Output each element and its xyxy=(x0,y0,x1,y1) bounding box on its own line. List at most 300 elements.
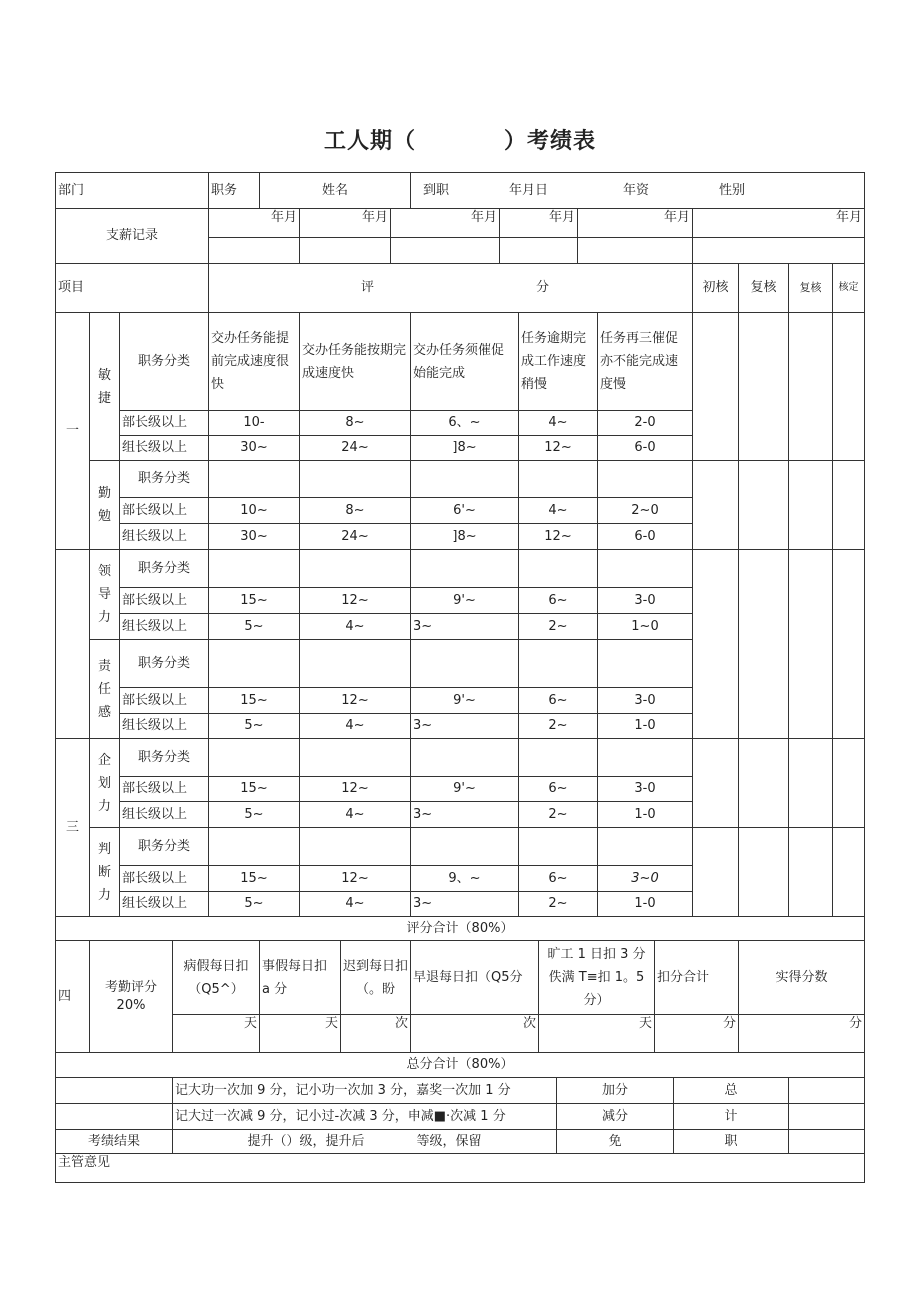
cell-text: 24~ xyxy=(341,440,369,455)
review-cell xyxy=(832,460,865,550)
category-responsibility xyxy=(89,639,120,739)
score-cell xyxy=(518,865,598,892)
score-cell xyxy=(410,801,519,828)
cell-text: 4~ xyxy=(345,618,365,634)
level-cell xyxy=(299,460,411,498)
attendance-cell xyxy=(410,940,539,1015)
row-label-minister xyxy=(119,587,209,614)
cell-text: 任务再三催促亦不能完成速度慢 xyxy=(600,331,679,392)
cell-text: 企划力 xyxy=(97,752,111,814)
page-title: 工人期（ ）考绩表 xyxy=(323,129,597,154)
score-cell xyxy=(208,410,300,436)
attendance-cell xyxy=(538,940,655,1015)
cell-text: 1-0 xyxy=(634,718,656,733)
header-field: 年月日 xyxy=(509,182,549,198)
cell-text: 2~ xyxy=(548,806,568,822)
row-label-team xyxy=(119,891,209,917)
cell-text: 10~ xyxy=(240,502,268,518)
salary-value xyxy=(299,237,391,264)
cell-text: 姓名 xyxy=(321,182,348,198)
total-char xyxy=(673,1103,789,1130)
attendance-cell xyxy=(654,940,739,1015)
salary-ym xyxy=(499,208,578,238)
score-cell xyxy=(299,776,411,802)
row-label-minister xyxy=(119,865,209,892)
cell-text: 5~ xyxy=(244,718,264,733)
cell-text: 6-0 xyxy=(634,528,656,544)
row-label-team xyxy=(119,801,209,828)
score-cell xyxy=(410,410,519,436)
score-cell xyxy=(208,801,300,828)
level-cell xyxy=(597,312,693,411)
cell-text: 职务分类 xyxy=(137,749,190,765)
cell-text: 6-0 xyxy=(634,440,656,455)
row-label-minister xyxy=(119,687,209,714)
level-cell xyxy=(518,738,598,777)
level-cell xyxy=(299,549,411,588)
post-class-label xyxy=(119,549,209,588)
cell-text: 6~ xyxy=(548,781,568,796)
section-1 xyxy=(55,312,90,550)
row-label-team xyxy=(119,523,209,550)
score-cell xyxy=(410,587,519,614)
score-cell xyxy=(518,891,598,917)
score-cell xyxy=(208,587,300,614)
add-score-label xyxy=(556,1077,674,1104)
score-cell xyxy=(597,687,693,714)
score-cell xyxy=(299,713,411,739)
cell-text: 9'~ xyxy=(453,592,476,608)
score-cell xyxy=(410,891,519,917)
score-cell xyxy=(518,776,598,802)
score-cell xyxy=(208,613,300,640)
section-3 xyxy=(55,738,90,917)
cell-text: 职务 xyxy=(211,182,238,198)
cell-text: 6~ xyxy=(548,592,568,608)
cell-text: 组长级以上 xyxy=(122,528,188,544)
cell-text: 9、~ xyxy=(448,870,481,886)
cell-text: 部长级以上 xyxy=(122,781,188,796)
cell-text: 2-0 xyxy=(634,415,656,430)
cell-text: 迟到每日扣（。盼 xyxy=(343,958,409,997)
score-cell xyxy=(597,713,693,739)
cell-text: 复核 xyxy=(799,281,822,294)
cell-text: 免 xyxy=(608,1133,622,1149)
cell-text: 天 xyxy=(638,1016,652,1031)
cell-text: 9'~ xyxy=(453,692,476,708)
score-cell xyxy=(518,613,598,640)
cell-text: 年月 xyxy=(470,210,497,225)
cell-text: 记大功一次加 9 分，记小功一次加 3 分，嘉奖一次加 1 分 xyxy=(175,1082,511,1098)
cell-text: 支薪记录 xyxy=(105,228,158,243)
level-cell xyxy=(208,827,300,866)
cell-text: 初核 xyxy=(702,280,729,295)
score-cell xyxy=(518,497,598,524)
score-cell xyxy=(597,523,693,550)
cell-text: 减分 xyxy=(601,1108,628,1124)
cell-text: 3-0 xyxy=(634,692,656,708)
cell-text: 组长级以上 xyxy=(122,440,188,455)
level-cell xyxy=(518,460,598,498)
cell-text: 加分 xyxy=(601,1082,628,1098)
review-cell xyxy=(832,312,865,461)
review-cell xyxy=(692,549,739,739)
cell-text: 12~ xyxy=(544,528,572,544)
total-char xyxy=(673,1077,789,1104)
cell-text: 事假每日扣 a 分 xyxy=(262,958,328,997)
row-label-team xyxy=(119,613,209,640)
cell-text: 次 xyxy=(522,1016,536,1031)
subtotal-row xyxy=(55,916,865,941)
cell-text: 职 xyxy=(724,1133,738,1149)
cell-text: 2~ xyxy=(548,718,568,733)
score-cell xyxy=(410,613,519,640)
cell-text: 1-0 xyxy=(634,896,656,911)
cell-text: 5~ xyxy=(244,806,264,822)
cell-text: 3-0 xyxy=(634,592,656,608)
salary-value xyxy=(577,237,693,264)
dismiss-char xyxy=(556,1129,674,1154)
score-cell xyxy=(299,687,411,714)
level-cell xyxy=(518,312,598,411)
cell-text: 年月 xyxy=(270,210,297,225)
salary-ym xyxy=(390,208,500,238)
review-cell xyxy=(692,460,739,550)
cell-text: 复核 xyxy=(750,280,777,295)
review-cell xyxy=(738,738,789,828)
post-class-label xyxy=(119,460,209,498)
salary-ym xyxy=(577,208,693,238)
level-cell xyxy=(410,738,519,777)
post-class-label xyxy=(119,312,209,411)
post-class-label xyxy=(119,639,209,688)
salary-value xyxy=(692,237,865,264)
cell-text: 2~0 xyxy=(631,502,659,518)
cell-text: 3~ xyxy=(413,896,433,911)
cell-text: 4~ xyxy=(548,415,568,430)
cell-text: 30~ xyxy=(240,440,268,455)
cell-text: ]8~ xyxy=(452,528,477,544)
review-cell xyxy=(788,738,833,828)
level-cell xyxy=(299,738,411,777)
review-cell xyxy=(738,460,789,550)
review-cell xyxy=(788,312,833,461)
cell-text: 12~ xyxy=(341,781,369,796)
cell-text: 9'~ xyxy=(453,781,476,796)
cell-text: 8~ xyxy=(345,502,365,518)
score-cell xyxy=(299,613,411,640)
cell-text: 职务分类 xyxy=(137,655,190,671)
section-4 xyxy=(55,940,90,1053)
level-cell xyxy=(518,827,598,866)
level-cell xyxy=(597,738,693,777)
item-header xyxy=(55,263,209,313)
cell-text: 部长级以上 xyxy=(122,502,188,518)
score-cell xyxy=(299,891,411,917)
review-cell xyxy=(692,312,739,461)
review-cell xyxy=(738,549,789,739)
cell-text: 交办任务须催促始能完成 xyxy=(413,342,505,381)
cell-text: 15~ xyxy=(240,781,268,796)
cell-text: 判断力 xyxy=(97,841,111,903)
cell-text: 6~ xyxy=(548,870,568,886)
category-leadership xyxy=(89,549,120,640)
cell-text: 部长级以上 xyxy=(122,870,188,886)
cell-text: 5~ xyxy=(244,896,264,911)
attendance-unit xyxy=(172,1014,260,1053)
salary-ym xyxy=(208,208,300,238)
salary-ym xyxy=(692,208,865,238)
cell-text: 12~ xyxy=(341,592,369,608)
cell-text: 实得分数 xyxy=(775,970,828,985)
second-review-header xyxy=(738,263,789,313)
header-field: 年资 xyxy=(623,182,650,198)
score-cell xyxy=(208,435,300,461)
attendance-label xyxy=(89,940,173,1053)
row-label-minister xyxy=(119,410,209,436)
score-cell xyxy=(208,776,300,802)
score-cell xyxy=(518,435,598,461)
third-review-header xyxy=(788,263,833,313)
review-cell xyxy=(692,738,739,828)
cell-text: 4~ xyxy=(548,502,568,518)
cell-text: 2~ xyxy=(548,618,568,634)
attendance-cell xyxy=(259,940,341,1015)
first-review-header xyxy=(692,263,739,313)
post-class-label xyxy=(119,827,209,866)
cell-text: 组长级以上 xyxy=(122,718,188,733)
cell-text: 4~ xyxy=(345,896,365,911)
cell-text: 10- xyxy=(243,415,265,430)
score-cell xyxy=(518,687,598,714)
total-value xyxy=(788,1077,865,1104)
salary-value xyxy=(390,237,500,264)
cell-text: 考绩结果 xyxy=(87,1133,140,1149)
cell-text: 3~ xyxy=(413,806,433,822)
cell-text: 次 xyxy=(394,1016,408,1031)
level-cell xyxy=(518,549,598,588)
salary-value xyxy=(208,237,300,264)
score-cell xyxy=(597,497,693,524)
row-label-minister xyxy=(119,776,209,802)
cell-text: 6、~ xyxy=(448,415,481,430)
cell-text: 年月 xyxy=(663,210,690,225)
score-cell xyxy=(518,587,598,614)
join-label xyxy=(410,172,865,209)
merit-text xyxy=(172,1077,557,1104)
score-cell xyxy=(208,865,300,892)
level-cell xyxy=(208,639,300,688)
level-cell xyxy=(410,312,519,411)
cell-text: 6'~ xyxy=(453,502,476,518)
bonus-label xyxy=(55,1103,173,1130)
score-cell xyxy=(518,410,598,436)
result-value xyxy=(788,1129,865,1154)
result-label xyxy=(55,1129,173,1154)
cell-text: 组长级以上 xyxy=(122,618,188,634)
cell-text: 部门 xyxy=(58,182,85,198)
cell-text: 提升（）级，提升后 等级，保留 xyxy=(247,1133,482,1149)
cell-text: 一 xyxy=(65,423,79,438)
cell-text: 分 xyxy=(848,1016,862,1031)
cell-text: 交办任务能提前完成速度很快 xyxy=(211,331,290,392)
result-text xyxy=(172,1129,557,1154)
score-cell xyxy=(597,435,693,461)
post-class-label xyxy=(119,738,209,777)
cell-text: 15~ xyxy=(240,870,268,886)
score-cell xyxy=(299,497,411,524)
level-cell xyxy=(299,639,411,688)
attendance-unit xyxy=(410,1014,539,1053)
cell-text: 部长级以上 xyxy=(122,592,188,608)
cell-text: 4~ xyxy=(345,806,365,822)
review-cell xyxy=(832,549,865,739)
cell-text: 勤勉 xyxy=(97,486,111,524)
row-label-minister xyxy=(119,497,209,524)
review-cell xyxy=(832,827,865,917)
cell-text: 病假每日扣（Q5^） xyxy=(183,958,249,997)
score-cell xyxy=(299,801,411,828)
cell-text: 领导力 xyxy=(97,564,111,625)
cell-text: 三 xyxy=(65,819,79,835)
cell-text: 总 xyxy=(724,1082,738,1098)
score-cell xyxy=(299,865,411,892)
level-cell xyxy=(597,460,693,498)
cell-text: 交办任务能按期完成速度快 xyxy=(302,342,407,381)
cell-text: 职务分类 xyxy=(137,471,190,486)
attendance-cell xyxy=(738,940,865,1015)
attendance-unit xyxy=(340,1014,411,1053)
row-label-team xyxy=(119,713,209,739)
cell-text: ]8~ xyxy=(452,440,477,455)
review-cell xyxy=(832,738,865,828)
cell-text: 核定 xyxy=(838,282,859,293)
score-cell xyxy=(299,410,411,436)
cell-text: 3~0 xyxy=(631,870,659,886)
score-cell xyxy=(299,523,411,550)
category-diligent xyxy=(89,460,120,550)
score-cell xyxy=(299,435,411,461)
cell-text: 12~ xyxy=(341,870,369,886)
cell-text: 1-0 xyxy=(634,806,656,822)
score-cell xyxy=(518,523,598,550)
cell-text: 责任感 xyxy=(97,658,111,720)
cell-text: 3~ xyxy=(413,718,433,733)
cell-text: 考勤评分 20% xyxy=(104,979,157,1013)
review-cell xyxy=(788,827,833,917)
cell-text: 天 xyxy=(324,1016,338,1031)
score-cell xyxy=(208,713,300,739)
score-cell xyxy=(597,587,693,614)
name-label xyxy=(259,172,411,209)
header-field: 性别 xyxy=(719,182,746,198)
cell-text: 部长级以上 xyxy=(122,415,188,430)
attendance-cell xyxy=(340,940,411,1015)
cell-text: 5~ xyxy=(244,618,264,634)
score-cell xyxy=(410,713,519,739)
salary-label xyxy=(55,208,209,264)
level-cell xyxy=(299,312,411,411)
level-cell xyxy=(410,460,519,498)
category-agile xyxy=(89,312,120,461)
cell-text: 1~0 xyxy=(631,618,659,634)
cell-text: 6~ xyxy=(548,692,568,708)
cell-text: 记大过一次减 9 分，记小过-次减 3 分，申减■·次减 1 分 xyxy=(175,1108,506,1124)
score-cell xyxy=(410,687,519,714)
score-cell xyxy=(518,713,598,739)
sub-score-label xyxy=(556,1103,674,1130)
cell-text: 年月 xyxy=(835,210,862,225)
approval-header xyxy=(832,263,865,313)
score-cell xyxy=(410,435,519,461)
cell-text: 四 xyxy=(58,988,72,1004)
total-value xyxy=(788,1103,865,1130)
cell-text: 评分合计（80%） xyxy=(406,920,514,936)
cell-text: 年月 xyxy=(361,210,388,225)
dept-label xyxy=(55,172,209,209)
cell-text: 总分合计（80%） xyxy=(406,1057,514,1072)
cell-text: 计 xyxy=(724,1108,738,1124)
cell-text: 12~ xyxy=(544,440,572,455)
cell-text: 3-0 xyxy=(634,781,656,796)
cell-text: 组长级以上 xyxy=(122,896,188,911)
score-cell xyxy=(597,801,693,828)
cell-text: 15~ xyxy=(240,592,268,608)
section-2 xyxy=(55,549,90,739)
score-cell xyxy=(208,687,300,714)
score-cell xyxy=(597,776,693,802)
review-cell xyxy=(738,827,789,917)
post-label xyxy=(208,172,260,209)
review-cell xyxy=(788,460,833,550)
cell-text: 职务分类 xyxy=(137,560,190,576)
dismiss-char xyxy=(673,1129,789,1154)
cell-text: 12~ xyxy=(341,692,369,708)
level-cell xyxy=(208,460,300,498)
score-cell xyxy=(208,497,300,524)
attendance-unit xyxy=(538,1014,655,1053)
level-cell xyxy=(597,827,693,866)
score-header xyxy=(208,263,693,313)
review-cell xyxy=(692,827,739,917)
category-judgment xyxy=(89,827,120,917)
level-cell xyxy=(410,549,519,588)
cell-text: 旷工 1 日扣 3 分佚满 T≡扣 1。5 分） xyxy=(547,947,646,1008)
attendance-unit xyxy=(654,1014,739,1053)
score-cell xyxy=(208,523,300,550)
cell-text: 3~ xyxy=(413,618,433,634)
cell-text: 组长级以上 xyxy=(122,806,188,822)
cell-text: 天 xyxy=(243,1016,257,1031)
score-cell xyxy=(299,587,411,614)
row-label-team xyxy=(119,435,209,461)
cell-text: 职务分类 xyxy=(137,353,190,369)
level-cell xyxy=(410,827,519,866)
cell-text: 部长级以上 xyxy=(122,692,188,708)
supervisor-opinion xyxy=(55,1153,865,1183)
attendance-unit xyxy=(259,1014,341,1053)
demerit-text xyxy=(172,1103,557,1130)
score-cell xyxy=(410,776,519,802)
score-cell xyxy=(597,613,693,640)
level-cell xyxy=(518,639,598,688)
score-cell xyxy=(597,891,693,917)
score-cell xyxy=(597,865,693,892)
review-cell xyxy=(738,312,789,461)
cell-text: 分 xyxy=(722,1016,736,1031)
cell-text: 24~ xyxy=(341,528,369,544)
level-cell xyxy=(299,827,411,866)
